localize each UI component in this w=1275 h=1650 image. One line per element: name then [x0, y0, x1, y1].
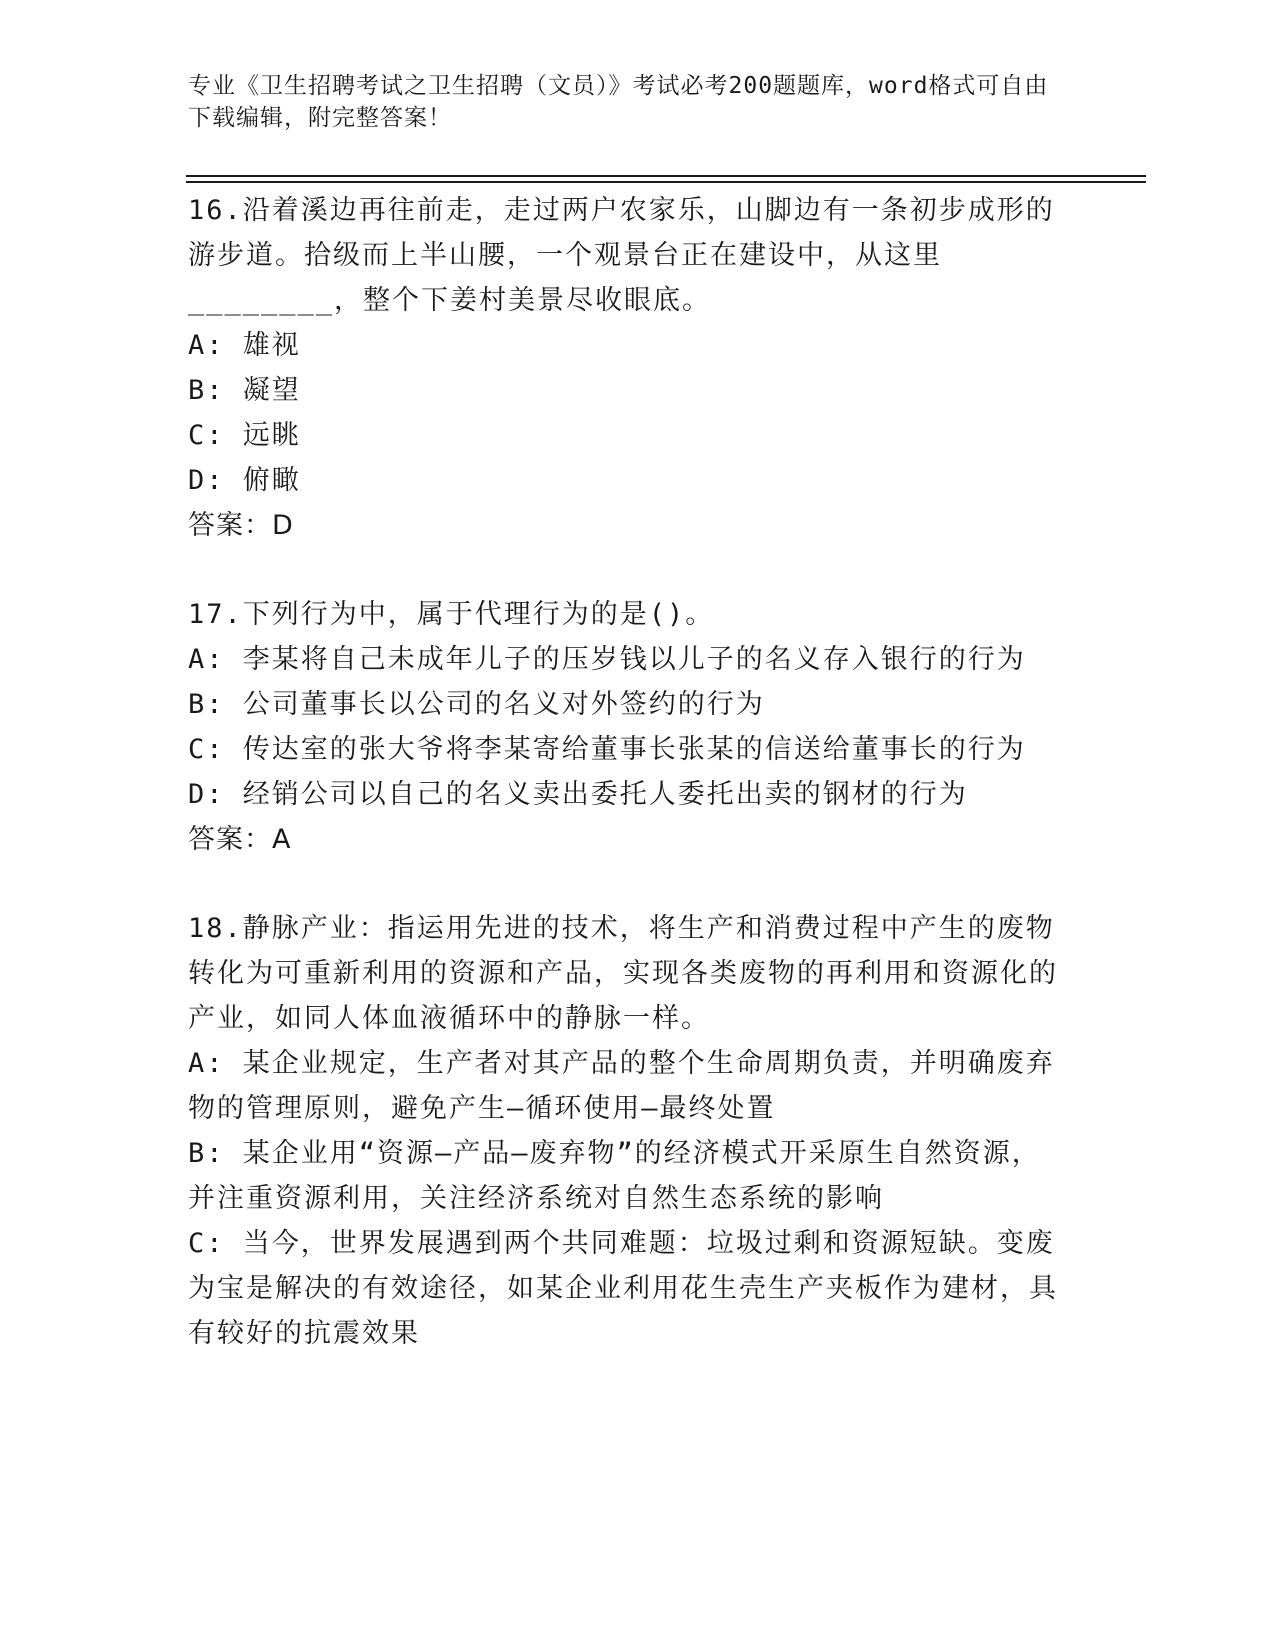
option-a: A: 雄视 — [188, 330, 301, 361]
answer-label: 答案：A — [188, 824, 292, 855]
question-stem: 18.静脉产业：指运用先进的技术，将生产和消费过程中产生的废物转化为可重新利用的资源和产品，实现各类废物的再利用和资源化的产业，如同人体血液循环中的静脉一样。 — [188, 913, 1058, 1034]
option-b: B: 公司董事长以公司的名义对外签约的行为 — [188, 689, 765, 720]
question-16 — [188, 188, 1068, 548]
option-b: B: 凝望 — [188, 375, 301, 406]
option-c: C: 当今，世界发展遇到两个共同难题：垃圾过剩和资源短缺。变废为宝是解决的有效途径，如某企业利用花生壳生产夹板作为建材，具有较好的抗震效果 — [188, 1228, 1058, 1349]
document-header: 专业《卫生招聘考试之卫生招聘（文员）》考试必考200题题库，word格式可自由下载编辑，附完整答案！ — [188, 73, 1049, 131]
option-a: A: 某企业规定，生产者对其产品的整个生命周期负责，并明确废弃物的管理原则，避免产生—循环使用—最终处置 — [188, 1048, 1055, 1124]
question-17 — [188, 592, 1068, 862]
option-c: C: 远眺 — [188, 420, 301, 451]
answer-label: 答案：D — [188, 510, 294, 541]
option-a: A: 李某将自己未成年儿子的压岁钱以儿子的名义存入银行的行为 — [188, 644, 1026, 675]
option-d: D: 俯瞰 — [188, 465, 301, 496]
question-list — [188, 188, 1068, 1400]
option-d: D: 经销公司以自己的名义卖出委托人委托出卖的钢材的行为 — [188, 779, 968, 810]
question-stem: 17.下列行为中，属于代理行为的是()。 — [188, 599, 715, 630]
question-stem: 16.沿着溪边再往前走，走过两户农家乐，山脚边有一条初步成形的游步道。拾级而上半山腰，一个观景台正在建设中，从这里________，整个下姜村美景尽收眼底。 — [188, 195, 1055, 316]
header-divider-bottom — [186, 181, 1146, 183]
question-18 — [188, 906, 1068, 1356]
header-divider-top — [186, 175, 1146, 177]
option-c: C: 传达室的张大爷将李某寄给董事长张某的信送给董事长的行为 — [188, 734, 1026, 765]
option-b: B: 某企业用“资源—产品—废弃物”的经济模式开采原生自然资源，并注重资源利用，关注经济系统对自然生态系统的影响 — [188, 1138, 1041, 1214]
